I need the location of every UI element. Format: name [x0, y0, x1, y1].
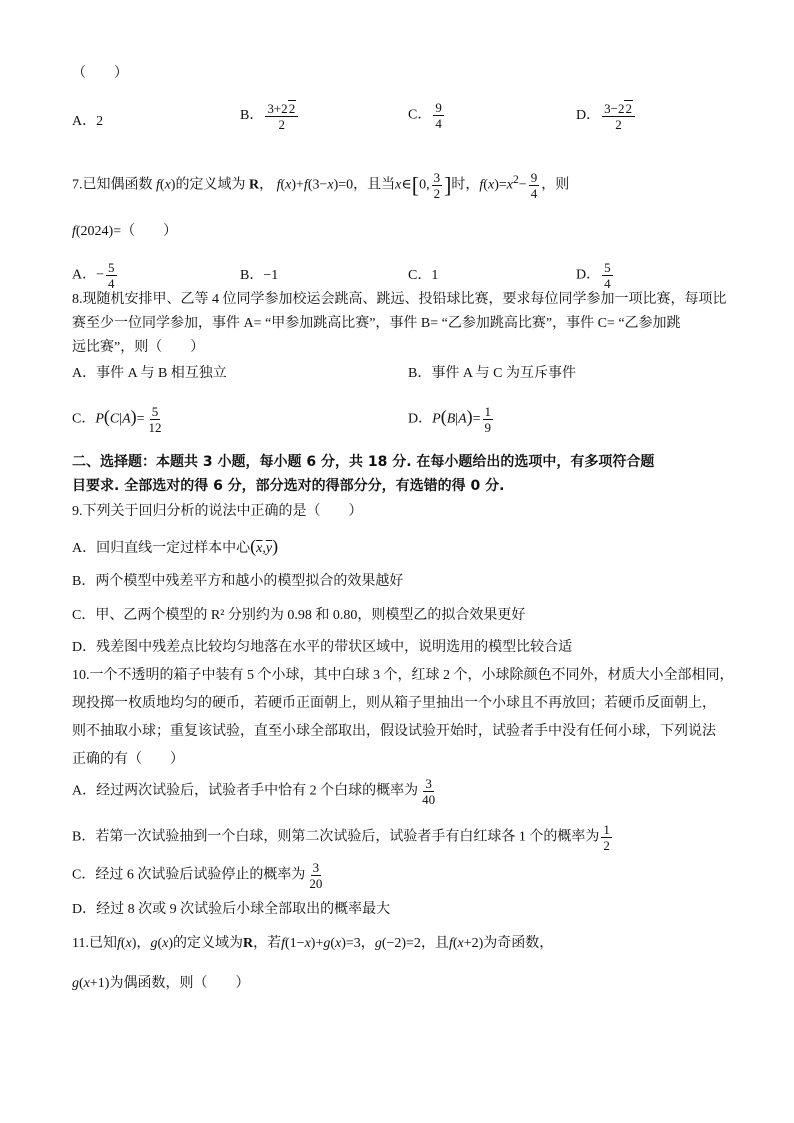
q10-option-d: D．经过 8 次或 9 次试验后小球全部取出的概率最大 — [72, 902, 391, 917]
q8-option-d: D．P(B|A)= $\frac{1}{9}$ — [408, 404, 492, 435]
q11-text-5: 为奇函数， — [483, 936, 554, 951]
q11-text-3: ，若 — [253, 936, 282, 951]
q10-option-b-text: B．若第一次试验抽到一个白球，则第二次试验后，试验者手有白红球各 1 个的概率为 — [72, 829, 600, 845]
q10-stem-line2: 现投掷一枚质地均匀的硬币，若硬币正面朝上，则从箱子里抽出一个小球且不再放回；若硬币反面朝上， — [72, 696, 716, 711]
q9-option-a-text: A．回归直线一定过样本中心 — [72, 541, 251, 556]
q6-option-b — [240, 100, 300, 132]
q6-option-a: A．2 — [72, 114, 104, 129]
q10-option-a-text: A．经过两次试验后，试验者手中恰有 2 个白球的概率为 — [72, 783, 419, 799]
q6-option-c — [408, 100, 446, 131]
q9-option-b: B．两个模型中残差平方和越小的模型拟合的效果越好 — [72, 574, 404, 589]
q11-text-4: ，且 — [420, 936, 449, 951]
q6-option-d — [576, 100, 637, 132]
q7-text-1: 7.已知偶函数 — [72, 177, 153, 193]
q7-option-d: D． $\frac{5}{4}$ — [576, 260, 611, 291]
q7-option-b: B．−1 — [240, 268, 279, 283]
q7-option-c: C．1 — [408, 268, 439, 283]
q6-option-c-label: C． — [408, 107, 432, 123]
q8-option-b: B．事件 A 与 C 为互斥事件 — [408, 366, 577, 381]
q8-option-c: C．P(C|A)= $\frac{5}{12}$ — [72, 404, 162, 435]
section2-heading-line1: 二、选择题：本题共 3 小题，每小题 6 分，共 18 分. 在每小题给出的选项中，有多项符合题 — [72, 454, 655, 470]
q7-fx: f — [156, 177, 160, 193]
q9-stem: 9.下列关于回归分析的说法中正确的是（ ） — [72, 504, 363, 519]
q11-text-2: 的定义域为 — [173, 936, 243, 951]
q10-stem-line3: 则不抽取小球；重复该试验，直至小球全部取出，假设试验开始时，试验者手中没有任何小球，下列说法 — [72, 724, 716, 739]
q7-option-a: A．− $\frac{5}{4}$ — [72, 260, 115, 291]
q7-text-5: ，则 — [541, 177, 570, 193]
q8-stem-line3: 远比赛”，则（ ） — [72, 340, 205, 355]
q10-stem-line1: 10.一个不透明的箱子中装有 5 个小球，其中白球 3 个，红球 2 个，小球除颜色不同外，材质大小全部相同， — [72, 668, 734, 683]
q9-option-d: D．残差图中残差点比较均匀地落在水平的带状区域中，说明选用的模型比较合适 — [72, 640, 573, 655]
q7-text-2: 的定义域为 — [175, 177, 246, 193]
q6-option-b-label: B． — [240, 108, 264, 124]
q10-stem-line4: 正确的有（ ） — [72, 752, 184, 767]
q7-text-4: 时， — [451, 177, 480, 193]
q7-text-3: ，且当 — [353, 177, 396, 193]
q9-option-c: C．甲、乙两个模型的 R² 分别约为 0.98 和 0.80，则模型乙的拟合效果更好 — [72, 608, 526, 623]
q6-answer-blank: （ ） — [72, 66, 128, 81]
section2-heading-line2: 目要求. 全部选对的得 6 分，部分选对的得部分分，有选错的得 0 分. — [72, 478, 505, 494]
q11-stem-line1: 11.已知f(x)，g(x)的定义域为R，若f(1−x)+g(x)=3，g(−2)=2，且f(x+2)为奇函数， — [72, 936, 554, 951]
q8-option-a: A．事件 A 与 B 相互独立 — [72, 366, 227, 381]
q10-option-c: C．经过 6 次试验后试验停止的概率为 $\frac{3}{20}$ — [72, 860, 323, 891]
q10-option-c-text: C．经过 6 次试验后试验停止的概率为 — [72, 867, 306, 883]
q6-option-b-fraction: $\frac{3+22}{2}$ — [265, 100, 298, 132]
q10-option-b: B．若第一次试验抽到一个白球，则第二次试验后，试验者手有白红球各 1 个的概率为 $\frac{1}{2}$ — [72, 822, 610, 853]
q11-text-6: 为偶函数，则（ ） — [109, 976, 250, 991]
q9-option-a: A．回归直线一定过样本中心$(\overline{x},\overline{y})$ — [72, 536, 279, 556]
q7-domain-R: R — [248, 177, 260, 193]
q7-condition: f — [276, 177, 281, 193]
q6-option-d-fraction: $\frac{3-22}{2}$ — [602, 100, 635, 132]
q7-stem-line1: 7.已知偶函数 f(x)的定义域为 R， f(x)+f(3−x)=0，且当x∈[0, $\frac{3}{2}$ ]时，$f(x)=x^2-$ $\frac{9}{4}$ ，则 — [72, 170, 570, 201]
q6-option-d-label: D． — [576, 108, 601, 124]
q11-text-1: 11.已知 — [72, 936, 117, 951]
q11-stem-line2: g(x+1)为偶函数，则（ ） — [72, 976, 250, 991]
q8-stem-line1: 8.现随机安排甲、乙等 4 位同学参加校运会跳高、跳远、投铅球比赛，要求每位同学参加一项比赛，每项比 — [72, 292, 727, 307]
q6-option-c-fraction: $\frac{9}{4}$ — [435, 100, 442, 131]
q8-stem-line2: 赛至少一位同学参加，事件 A= “甲参加跳高比赛”，事件 B= “乙参加跳高比赛”，事件 C= “乙参加跳 — [72, 316, 681, 331]
q7-stem-line2: f(2024)=（ ） — [72, 224, 178, 239]
q10-option-a: A．经过两次试验后，试验者手中恰有 2 个白球的概率为 $\frac{3}{40}$ — [72, 776, 436, 807]
